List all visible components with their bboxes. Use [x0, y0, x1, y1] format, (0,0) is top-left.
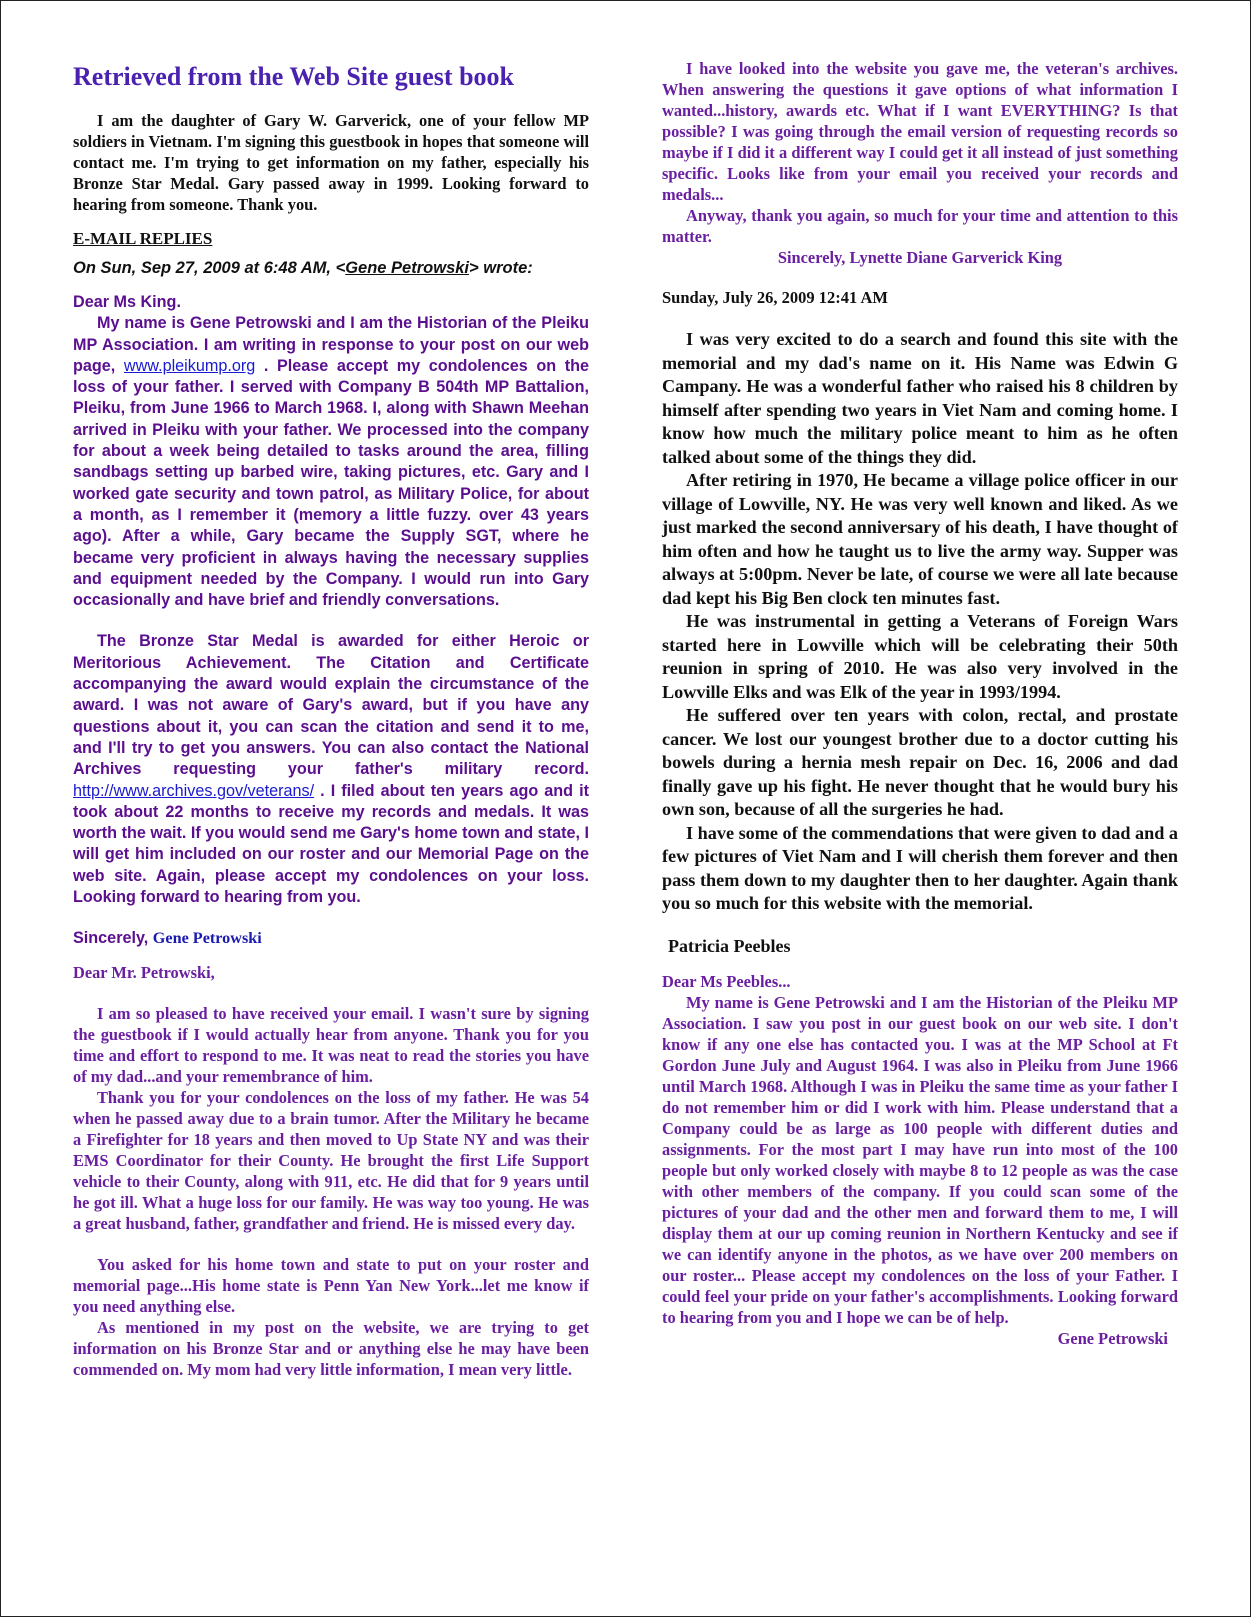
lynette-paragraph-5: I have looked into the website you gave me, the veteran's archives. When answering the questions it gave options of what information I wanted...history, awards etc. What if I want EVERYTHING? Is that possible? I was going through the email version of requesting records so maybe if I did it a different way I could get it all instead of just something specific. Looks like from your email you received your records and medals...	[662, 59, 1178, 204]
email-replies-heading: E-MAIL REPLIES	[73, 229, 213, 248]
gene-closing	[73, 928, 589, 949]
campany-paragraph-4: He suffered over ten years with colon, rectal, and prostate cancer. We lost our youngest brother due to a doctor cutting his bowels during a hernia mesh repair on Dec. 16, 2006 and dad finally gave up his fight. He never thought that he would bury his own son, because of all the surgeries he had.	[662, 705, 1178, 819]
gene-paragraph-2	[73, 631, 589, 908]
campany-dateline: Sunday, July 26, 2009 12:41 AM	[662, 288, 889, 307]
gene-p2-text-b: . I filed about ten years ago and it took about 22 months to receive my records and medals. It was worth the wait. If you would send me Gary's home town and state, I will get him included on our roster and our Memorial Page on the web site. Again, please accept my condolences on your loss. Looking forward to hearing from you.	[73, 781, 589, 907]
gene-closing-word: Sincerely,	[73, 929, 153, 948]
peebles-salutation: Dear Ms Peebles...	[662, 971, 791, 991]
email-header	[73, 259, 589, 278]
gene-p1-text-a: My name is Gene Petrowski and I am the Historian of the Pleiku MP Association. I am writing in response to your post on our web page,	[73, 314, 589, 375]
lynette-paragraph-3: You asked for his home town and state to put on your roster and memorial page...His home state is Penn Yan New York...let me know if you need anything else.	[73, 1254, 589, 1316]
gene-p2-text-a: The Bronze Star Medal is awarded for either Heroic or Meritorious Achievement. The Citation and Certificate accompanying the award would explain the circumstance of the award. I was not aware of Gary's award, but if you have any questions about it, you can scan the citation and send it to me, and I'll try to get you answers. You can also contact the National Archives requesting your father's military record.	[73, 632, 589, 779]
campany-paragraph-1: I was very excited to do a search and found this site with the memorial and my dad's name on it. His Name was Edwin G Campany. He was a wonderful father who raised his 8 children by himself after spending two years in Viet Nam and coming home. I know how much the military police meant to him as he often talked about some of the things they did.	[662, 329, 1178, 467]
email-header-prefix: On Sun, Sep 27, 2009 at 6:48 AM, <	[73, 259, 346, 277]
campany-paragraph-5: I have some of the commendations that were given to dad and a few pictures of Viet Nam and I will cherish them forever and then pass them down to my daughter then to her daughter. Again thank you so much for this website with the memorial.	[662, 822, 1178, 913]
email-header-sender[interactable]: Gene Petrowski	[345, 259, 470, 277]
peebles-paragraph-1: My name is Gene Petrowski and I am the Historian of the Pleiku MP Association. I saw you post in our guest book on our web site. I don't know if any one else has contacted you. I was at the MP School at Ft Gordon June July and August 1964. I was also in Pleiku from June 1966 until March 1968. Although I was in Pleiku the same time as your father I do not remember him or did I work with him. Please understand that a Company could be as large as 100 people with different duties and assignments. For the most part I may have run into most of the 100 people but only worked closely with maybe 8 to 12 people as was the case with other members of the company. If you could scan some of the pictures of your dad and the other men and forward them to me, I will display them at our up coming reunion in Northern Kentucky and see if we can identify anyone in the photos, as we have over 200 members on our roster... Please accept my condolences on the loss of your Father. I could feel your pride on your father's accomplishments. Looking forward to hearing from you and I hope we can be of help.	[662, 992, 1178, 1327]
gene-closing-name: Gene Petrowski	[152, 929, 262, 948]
peebles-signature: Gene Petrowski	[1057, 1328, 1168, 1348]
right-column	[662, 58, 1178, 1349]
archives-link[interactable]: http://www.archives.gov/veterans/	[73, 781, 315, 800]
gene-paragraph-1	[73, 313, 589, 611]
lynette-paragraph-4: As mentioned in my post on the website, we are trying to get information on his Bronze Star and or anything else he may have been commended on. My mom had very little information, I mean very little.	[73, 1317, 589, 1379]
lynette-signature: Sincerely, Lynette Diane Garverick King	[777, 248, 1063, 267]
pleikump-link[interactable]: www.pleikump.org	[123, 356, 256, 375]
lynette-paragraph-2: Thank you for your condolences on the loss of my father. He was 54 when he passed away due to a brain tumor. After the Military he became a Firefighter for 18 years and then moved to Up State NY and was their EMS Coordinator for their County. He brought the first Life Support vehicle to their County, along with 911, etc. He did that for 9 years until he got ill. What a huge loss for our family. He was way too young. He was a great husband, father, grandfather and friend. He is missed every day.	[73, 1087, 589, 1233]
campany-paragraph-3: He was instrumental in getting a Veterans of Foreign Wars started here in Lowville which will be celebrating their 50th reunion in spring of 2010. He was also very involved in the Lowville Elks and was Elk of the year in 1993/1994.	[662, 611, 1178, 702]
left-column	[73, 58, 589, 1380]
lynette-paragraph-1: I am so pleased to have received your email. I wasn't sure by signing the guestbook if I would actually hear from anyone. Thank you for you time and effort to respond to me. It was neat to read the stories you have of my dad...and your remembrance of him.	[73, 1003, 589, 1086]
guestbook-intro: I am the daughter of Gary W. Garverick, one of your fellow MP soldiers in Vietnam. I'm signing this guestbook in hopes that someone will contact me. I'm trying to get information on my father, especially his Bronze Star Medal. Gary passed away in 1999. Looking forward to hearing from someone. Thank you.	[73, 111, 589, 214]
gene-p1-text-b: . Please accept my condolences on the loss of your father. I served with Company B 504th MP Battalion, Pleiku, from June 1966 to March 1968. I, along with Shawn Meehan arrived in Pleiku with your father. We processed into the company for about a week being detailed to tasks around the area, filling sandbags setting up barbed wire, taking pictures, etc. Gary and I worked gate security and town patrol, as Military Police, for about a month, as I remember it (memory a little fuzzy. over 43 years ago). After a while, Gary became the Supply SGT, where he became very proficient in always having the necessary supplies and equipment needed by the Company. I would run into Gary occasionally and have brief and friendly conversations.	[73, 356, 589, 610]
campany-paragraph-2: After retiring in 1970, He became a village police officer in our village of Lowville, NY. He was very well known and liked. As we just marked the second anniversary of his death, I have thought of him often and how he taught us to live the army way. Supper was always at 5:00pm. Never be late, of course we were all late because dad kept his Big Ben clock ten minutes fast.	[662, 470, 1178, 608]
email-header-suffix: > wrote:	[469, 259, 533, 277]
lynette-paragraph-6: Anyway, thank you again, so much for your time and attention to this matter.	[662, 206, 1178, 246]
peebles-name-heading: Patricia Peebles	[668, 935, 791, 956]
gene-salutation: Dear Ms King.	[73, 293, 181, 311]
lynette-salutation: Dear Mr. Petrowski,	[73, 962, 215, 982]
page-title: Retrieved from the Web Site guest book	[73, 62, 514, 91]
